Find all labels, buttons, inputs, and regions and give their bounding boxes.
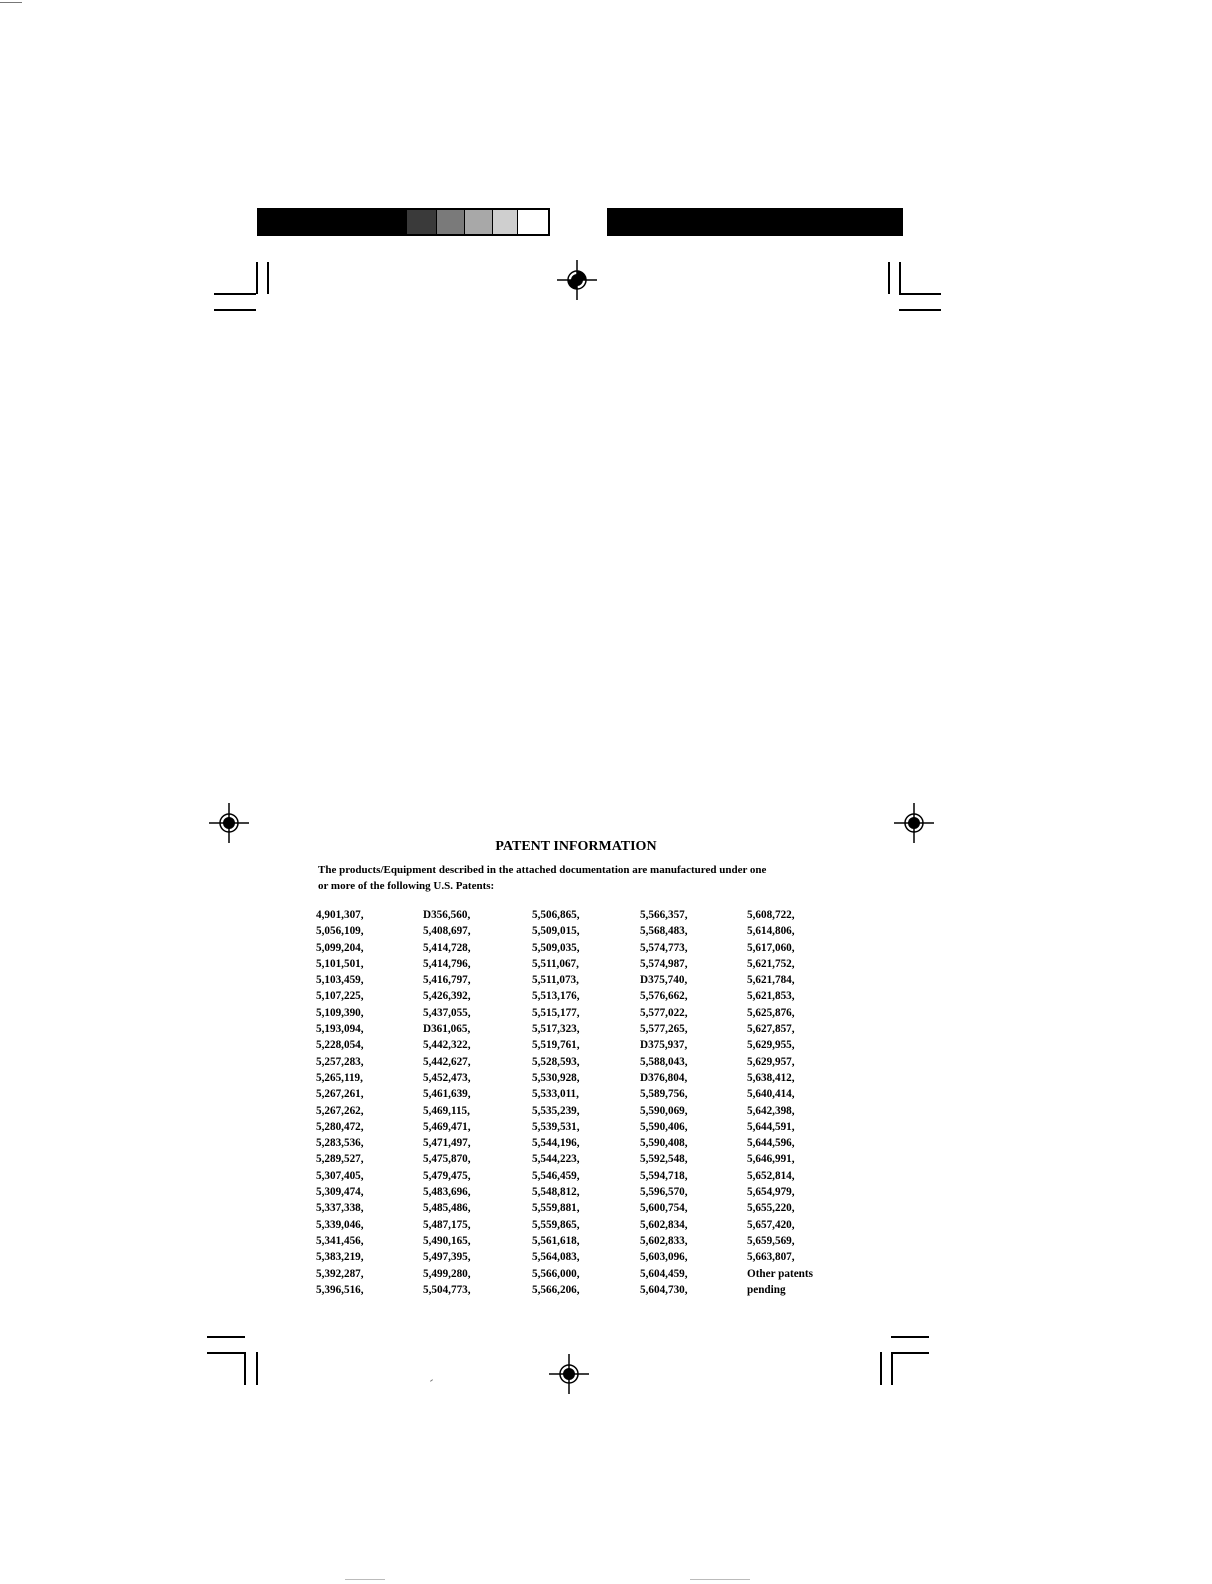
patent-number: 5,640,414, <box>747 1088 795 1101</box>
patent-number: 5,590,406, <box>640 1120 688 1133</box>
table-row <box>316 1184 837 1200</box>
page-title: PATENT INFORMATION <box>495 839 657 854</box>
patent-number: 5,228,054, <box>316 1039 364 1052</box>
patent-number: 5,471,497, <box>423 1137 471 1150</box>
patent-number: 5,339,046, <box>316 1218 364 1231</box>
patent-number: 5,193,094, <box>316 1023 364 1036</box>
registration-target-icon <box>549 1354 589 1394</box>
patent-number: Other patents <box>747 1267 813 1280</box>
patent-number: 5,265,119, <box>316 1071 363 1084</box>
calibration-swatch <box>318 210 348 234</box>
patent-number: 5,408,697, <box>423 925 471 938</box>
patent-number: 5,499,280, <box>423 1267 471 1280</box>
table-row <box>316 923 837 939</box>
patent-number: 5,655,220, <box>747 1202 795 1215</box>
patent-number: 5,600,754, <box>640 1202 688 1215</box>
patent-number: 5,559,881, <box>532 1202 580 1215</box>
patent-number: D356,560, <box>423 909 471 921</box>
patent-number: 5,528,593, <box>532 1055 580 1068</box>
patent-number: 5,621,752, <box>747 957 795 970</box>
patent-number: 5,519,761, <box>532 1039 580 1052</box>
patent-number: D361,065, <box>423 1023 471 1036</box>
patent-number: 5,602,833, <box>640 1234 688 1247</box>
patent-number: 5,590,069, <box>640 1104 688 1117</box>
intro-paragraph <box>318 862 838 894</box>
table-row <box>316 1005 837 1021</box>
table-row <box>316 1266 837 1282</box>
patent-number: 5,577,022, <box>640 1006 688 1019</box>
patent-number: 5,652,814, <box>747 1169 795 1182</box>
patent-number: 5,513,176, <box>532 990 580 1003</box>
patent-number: 5,544,196, <box>532 1137 580 1150</box>
table-row <box>316 1151 837 1167</box>
patent-number: 5,629,955, <box>747 1039 795 1052</box>
table-row <box>316 1200 837 1216</box>
patent-number: 5,638,412, <box>747 1071 795 1084</box>
table-row <box>316 1119 837 1135</box>
registration-target-icon <box>209 803 249 843</box>
patent-number: 5,535,239, <box>532 1104 580 1117</box>
patent-number: 5,627,857, <box>747 1023 795 1036</box>
patent-number: 5,109,390, <box>316 1006 364 1019</box>
table-row <box>316 940 837 956</box>
patent-number: 5,509,015, <box>532 925 580 938</box>
calibration-swatch <box>464 210 492 234</box>
patent-number: 5,533,011, <box>532 1088 579 1101</box>
patent-number: 5,548,812, <box>532 1186 580 1199</box>
scan-artifact <box>0 2 22 3</box>
patent-number: 4,901,307, <box>316 909 364 921</box>
patent-number: 5,479,475, <box>423 1169 471 1182</box>
patent-number: 5,629,957, <box>747 1055 795 1068</box>
patent-number: 5,469,115, <box>423 1104 470 1117</box>
patent-number: 5,621,853, <box>747 990 795 1003</box>
patent-number: 5,280,472, <box>316 1120 364 1133</box>
patent-number: 5,487,175, <box>423 1218 471 1231</box>
patent-number: D375,740, <box>640 974 688 987</box>
patent-number: 5,307,405, <box>316 1169 364 1182</box>
patent-number: 5,257,283, <box>316 1055 364 1068</box>
patent-number: 5,594,718, <box>640 1169 688 1182</box>
patent-number: 5,469,471, <box>423 1120 471 1133</box>
patent-number: 5,289,527, <box>316 1153 364 1166</box>
patent-number: 5,646,991, <box>747 1153 795 1166</box>
patent-number: 5,283,536, <box>316 1137 364 1150</box>
patent-number: 5,341,456, <box>316 1234 364 1247</box>
patent-number: 5,564,083, <box>532 1251 580 1264</box>
table-row <box>316 1233 837 1249</box>
patent-number: 5,437,055, <box>423 1006 471 1019</box>
patent-number: 5,604,730, <box>640 1283 688 1296</box>
patent-number: 5,603,096, <box>640 1251 688 1264</box>
patent-number: 5,442,322, <box>423 1039 471 1052</box>
patent-number: D375,937, <box>640 1039 688 1052</box>
scan-artifact <box>345 1579 385 1580</box>
patent-number: 5,592,548, <box>640 1153 688 1166</box>
patent-number: 5,576,662, <box>640 990 688 1003</box>
patent-number: 5,056,109, <box>316 925 364 938</box>
patent-number: 5,602,834, <box>640 1218 688 1231</box>
patent-number: 5,426,392, <box>423 990 471 1003</box>
table-row <box>316 956 837 972</box>
patent-number-table <box>316 907 837 1298</box>
patent-number: 5,475,870, <box>423 1153 471 1166</box>
patent-number: 5,566,206, <box>532 1283 580 1296</box>
table-row <box>316 1037 837 1053</box>
patent-number: 5,561,618, <box>532 1234 580 1247</box>
patent-number: 5,414,796, <box>423 957 471 970</box>
patent-number: 5,515,177, <box>532 1006 580 1019</box>
patent-number: 5,452,473, <box>423 1071 471 1084</box>
patent-number: 5,559,865, <box>532 1218 580 1231</box>
patent-number: 5,642,398, <box>747 1104 795 1117</box>
patent-number: 5,383,219, <box>316 1251 364 1264</box>
patent-number: 5,590,408, <box>640 1137 688 1150</box>
patent-number: 5,614,806, <box>747 925 795 938</box>
calibration-swatch <box>436 210 464 234</box>
patent-number: 5,099,204, <box>316 941 364 954</box>
patent-number: 5,504,773, <box>423 1283 471 1296</box>
patent-number: 5,566,000, <box>532 1267 580 1280</box>
patent-number: 5,101,501, <box>316 957 364 970</box>
patent-number: 5,539,531, <box>532 1120 580 1133</box>
patent-number: 5,574,987, <box>640 957 688 970</box>
table-row <box>316 1086 837 1102</box>
patent-number: 5,663,807, <box>747 1251 795 1264</box>
calibration-swatch <box>517 210 548 234</box>
patent-number: 5,103,459, <box>316 974 364 987</box>
table-row <box>316 1070 837 1086</box>
patent-number: 5,267,261, <box>316 1088 364 1101</box>
patent-number: 5,392,287, <box>316 1267 364 1280</box>
registration-target-icon <box>557 260 597 300</box>
patent-number: 5,544,223, <box>532 1153 580 1166</box>
patent-number: 5,107,225, <box>316 990 364 1003</box>
patent-number: 5,461,639, <box>423 1088 471 1101</box>
table-row <box>316 1054 837 1070</box>
patent-number: 5,396,516, <box>316 1283 364 1296</box>
table-row <box>316 1021 837 1037</box>
patent-number: 5,596,570, <box>640 1186 688 1199</box>
table-row <box>316 988 837 1004</box>
table-row <box>316 1282 837 1298</box>
patent-number: 5,483,696, <box>423 1186 471 1199</box>
calibration-swatch <box>289 210 319 234</box>
patent-number: 5,267,262, <box>316 1104 364 1117</box>
table-row <box>316 907 837 923</box>
patent-number: 5,621,784, <box>747 974 795 987</box>
patent-number: 5,604,459, <box>640 1267 688 1280</box>
patent-number: 5,589,756, <box>640 1088 688 1101</box>
calibration-swatch <box>259 210 289 234</box>
calibration-swatch <box>377 210 407 234</box>
table-row <box>316 972 837 988</box>
patent-number: 5,568,483, <box>640 925 688 938</box>
patent-number: 5,414,728, <box>423 941 471 954</box>
patent-number: 5,309,474, <box>316 1186 364 1199</box>
patent-number: 5,511,073, <box>532 974 579 987</box>
patent-number: D376,804, <box>640 1071 688 1084</box>
calibration-swatch <box>407 210 437 234</box>
patent-number: 5,416,797, <box>423 974 471 987</box>
patent-number: 5,511,067, <box>532 957 579 970</box>
patent-number: 5,608,722, <box>747 909 795 921</box>
table-row <box>316 1168 837 1184</box>
patent-number: 5,574,773, <box>640 941 688 954</box>
intro-line: or more of the following U.S. Patents: <box>318 880 495 892</box>
patent-number: 5,644,591, <box>747 1120 795 1133</box>
patent-number: 5,485,486, <box>423 1202 471 1215</box>
table-row <box>316 1135 837 1151</box>
color-calibration-bar <box>257 208 550 236</box>
patent-number: 5,442,627, <box>423 1055 471 1068</box>
table-row <box>316 1103 837 1119</box>
patent-number: 5,657,420, <box>747 1218 795 1231</box>
table-row <box>316 1217 837 1233</box>
patent-number: 5,654,979, <box>747 1186 795 1199</box>
registration-target-icon <box>894 803 934 843</box>
solid-black-bar <box>607 208 903 236</box>
calibration-swatch <box>348 210 378 234</box>
patent-number: 5,337,338, <box>316 1202 364 1215</box>
scan-artifact <box>690 1579 750 1580</box>
patent-number: 5,577,265, <box>640 1023 688 1036</box>
patent-number: 5,625,876, <box>747 1006 795 1019</box>
scan-artifact <box>430 1379 433 1382</box>
patent-number: 5,566,357, <box>640 909 688 921</box>
calibration-swatch <box>492 210 518 234</box>
patent-number: 5,497,395, <box>423 1251 471 1264</box>
patent-number: 5,546,459, <box>532 1169 580 1182</box>
patent-number: 5,530,928, <box>532 1071 580 1084</box>
patent-number: pending <box>747 1283 786 1296</box>
patent-number: 5,509,035, <box>532 941 580 954</box>
patent-number: 5,644,596, <box>747 1137 795 1150</box>
intro-line: The products/Equipment described in the attached documentation are manufactured under one <box>318 864 767 876</box>
patent-number: 5,659,569, <box>747 1234 795 1247</box>
patent-number: 5,490,165, <box>423 1234 471 1247</box>
patent-number: 5,617,060, <box>747 941 795 954</box>
patent-number: 5,517,323, <box>532 1023 580 1036</box>
patent-number: 5,588,043, <box>640 1055 688 1068</box>
table-row <box>316 1249 837 1265</box>
patent-number: 5,506,865, <box>532 909 580 921</box>
